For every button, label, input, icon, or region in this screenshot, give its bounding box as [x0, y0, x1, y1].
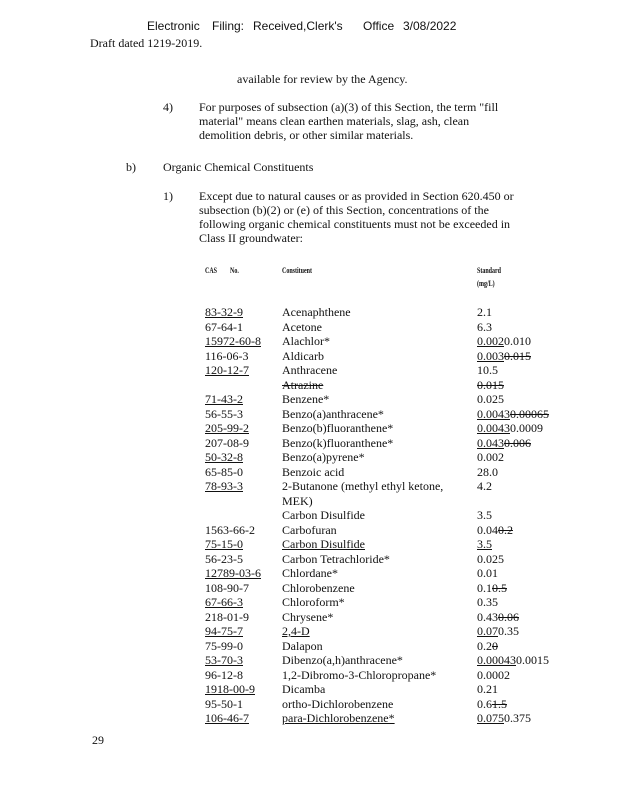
standard-old: 0.06 — [498, 609, 519, 624]
standard-new: 0.1 — [477, 580, 492, 595]
cas-number: 116-06-3 — [205, 348, 249, 363]
standard-new: 4.2 — [477, 479, 492, 493]
standard-new: 3.5 — [477, 508, 492, 522]
constituent-name: Dicamba — [282, 682, 326, 696]
standard-new: 0.2 — [477, 638, 492, 653]
standard-value — [477, 682, 498, 697]
header-date: 3/08/2022 — [403, 19, 457, 33]
standard-new: 0.0002 — [477, 667, 510, 682]
cas-number: 15972-60-8 — [205, 334, 261, 348]
table-row — [0, 639, 618, 654]
cas-number: 1918-00-9 — [205, 682, 255, 696]
standard-value — [477, 523, 513, 538]
table-row — [0, 595, 618, 610]
item1-text: Except due to natural causes or as provided in Section 620.450 or subsection (b)(2) or (e) of this Section, concentrations of the following organic chemical constituents must not be exceeded in Class II groundwater: — [199, 189, 514, 245]
standard-old: 0.015 — [504, 348, 531, 363]
standard-new: 10.5 — [477, 363, 498, 377]
cas-number: 67-66-3 — [205, 595, 243, 609]
page-number: 29 — [92, 733, 104, 747]
standard-value — [477, 465, 498, 480]
constituent-name: Acenaphthene — [282, 305, 351, 319]
cas-number: 95-50-1 — [205, 696, 243, 711]
standard-value — [477, 639, 498, 654]
table-row — [0, 668, 618, 683]
cas-number: 205-99-2 — [205, 421, 249, 435]
constituent-name: Carbofuran — [282, 522, 337, 537]
header-electronic: Electronic — [147, 19, 200, 33]
standard-value — [477, 610, 519, 625]
constituent-name: Benzo(k)fluoranthene* — [282, 435, 394, 450]
table-row — [0, 421, 618, 436]
standard-value — [477, 378, 504, 393]
header-no: No. — [230, 266, 239, 275]
standard-value — [477, 349, 531, 364]
cas-number: 94-75-7 — [205, 624, 243, 638]
cas-number: 96-12-8 — [205, 667, 243, 682]
standard-value — [477, 479, 492, 494]
constituent-name: Carbon Disulfide — [282, 508, 365, 522]
standard-new: 0.002 — [477, 334, 504, 348]
table-row — [0, 508, 618, 523]
standard-value — [477, 697, 507, 712]
constituent-name: para-Dichlorobenzene* — [282, 711, 395, 725]
standard-new: 0.04 — [477, 522, 498, 537]
constituent-name: Anthracene — [282, 363, 338, 377]
header-unit: (mg/L) — [477, 279, 495, 288]
standard-new: 0.025 — [477, 392, 504, 406]
standard-new: 0.075 — [477, 711, 504, 725]
standard-value — [477, 407, 549, 422]
item4-text: For purposes of subsection (a)(3) of this Section, the term "fill material" means clean earthen materials, slag, ash, clean demolition debris, or other similar materials. — [199, 100, 499, 142]
cas-number: 50-32-8 — [205, 450, 243, 464]
cas-number: 56-23-5 — [205, 551, 243, 566]
constituent-name: Benzene* — [282, 392, 330, 406]
constituent-name: 1,2-Dibromo-3-Chloropropane* — [282, 667, 437, 682]
constituent-name: Benzo(b)fluoranthene* — [282, 421, 394, 435]
cas-number: 75-15-0 — [205, 537, 243, 551]
table-row — [0, 349, 618, 364]
standard-value — [477, 436, 531, 451]
standard-new: 0.025 — [477, 551, 504, 566]
cas-number: 53-70-3 — [205, 653, 243, 667]
continued-text: available for review by the Agency. — [237, 72, 408, 86]
table-row — [0, 320, 618, 335]
constituent-name: Dibenzo(a,h)anthracene* — [282, 653, 403, 667]
cas-number: 75-99-0 — [205, 638, 243, 653]
standard-value — [477, 363, 498, 378]
standard-old: 0.010 — [504, 334, 531, 348]
standard-value — [477, 668, 510, 683]
standard-new: 0.003 — [477, 348, 504, 363]
standard-new: 0.0043 — [477, 421, 510, 435]
standard-old: 0.375 — [504, 711, 531, 725]
standard-value — [477, 624, 519, 639]
standard-old: 0.0009 — [510, 421, 543, 435]
standard-value — [477, 334, 531, 349]
standard-old: 0.35 — [498, 624, 519, 638]
standard-value — [477, 537, 492, 552]
cas-number: 218-01-9 — [205, 609, 249, 624]
cas-number: 56-55-3 — [205, 406, 243, 421]
constituent-name: Atrazine — [282, 377, 324, 392]
table-row — [0, 697, 618, 712]
cas-number: 71-43-2 — [205, 392, 243, 406]
constituent-name: Aldicarb — [282, 348, 324, 363]
table-row — [0, 624, 618, 639]
table-row — [0, 479, 618, 508]
standard-old: 0.2 — [498, 522, 513, 537]
table-row — [0, 552, 618, 567]
cas-number: 120-12-7 — [205, 363, 249, 377]
table-row — [0, 566, 618, 581]
cas-number: 12789-03-6 — [205, 566, 261, 580]
constituent-name: Acetone — [282, 319, 322, 334]
section-b-letter: b) — [126, 160, 136, 174]
constituent-name: 2,4-D — [282, 624, 310, 638]
constituent-name: Benzoic acid — [282, 464, 345, 479]
standard-old: 0.0015 — [516, 653, 549, 667]
standard-new: 2.1 — [477, 305, 492, 319]
constituent-name: Benzo(a)anthracene* — [282, 406, 384, 421]
standard-value — [477, 711, 531, 726]
standard-value — [477, 566, 498, 581]
standard-old: 0.00065 — [510, 406, 549, 421]
cas-number: 78-93-3 — [205, 479, 243, 493]
standard-old: 0.015 — [477, 377, 504, 392]
standard-old: 0 — [492, 638, 498, 653]
table-row — [0, 436, 618, 451]
header-received: Received,Clerk's — [253, 19, 343, 33]
cas-number: 1563-66-2 — [205, 522, 255, 537]
standard-new: 0.07 — [477, 624, 498, 638]
standard-old: 0.006 — [504, 435, 531, 450]
standard-new: 28.0 — [477, 464, 498, 479]
standard-value — [477, 450, 504, 465]
table-row — [0, 378, 618, 393]
standard-new: 0.21 — [477, 682, 498, 696]
standard-value — [477, 581, 507, 596]
table-row — [0, 450, 618, 465]
constituent-name: ortho-Dichlorobenzene — [282, 696, 394, 711]
standard-old: 1.5 — [492, 696, 507, 711]
constituent-name: Dalapon — [282, 638, 323, 653]
standard-value — [477, 552, 504, 567]
table-row — [0, 334, 618, 349]
constituent-name: Chlordane* — [282, 566, 338, 580]
cas-number: 65-85-0 — [205, 464, 243, 479]
standard-new: 0.0043 — [477, 406, 510, 421]
standard-new: 0.35 — [477, 595, 498, 609]
cas-number: 207-08-9 — [205, 435, 249, 450]
standard-new: 0.043 — [477, 435, 504, 450]
constituent-name: Carbon Disulfide — [282, 537, 365, 551]
standard-value — [477, 508, 492, 523]
standard-value — [477, 421, 543, 436]
table-row — [0, 523, 618, 538]
cas-number: 106-46-7 — [205, 711, 249, 725]
standard-new: 0.00043 — [477, 653, 516, 667]
table-row — [0, 610, 618, 625]
header-office: Office — [363, 19, 395, 33]
item1-number: 1) — [163, 189, 173, 203]
table-row — [0, 392, 618, 407]
table-row — [0, 711, 618, 726]
standard-new: 0.43 — [477, 609, 498, 624]
header-cas: CAS — [205, 266, 218, 275]
constituent-name: Chlorobenzene — [282, 580, 355, 595]
table-row — [0, 407, 618, 422]
constituent-table — [0, 305, 618, 726]
constituent-name: 2-Butanone (methyl ethyl ketone, MEK) — [282, 479, 444, 508]
standard-new: 3.5 — [477, 537, 492, 551]
standard-new: 0.002 — [477, 450, 504, 464]
section-b-title: Organic Chemical Constituents — [163, 160, 314, 174]
standard-value — [477, 320, 492, 335]
standard-new: 6.3 — [477, 319, 492, 334]
table-row — [0, 682, 618, 697]
standard-value — [477, 392, 504, 407]
header-filing: Filing: — [212, 19, 245, 33]
constituent-name: Chloroform* — [282, 595, 345, 609]
constituent-name: Chrysene* — [282, 609, 334, 624]
table-row — [0, 363, 618, 378]
standard-old: 0.5 — [492, 580, 507, 595]
standard-value — [477, 305, 492, 320]
cas-number: 67-64-1 — [205, 319, 243, 334]
standard-value — [477, 653, 549, 668]
standard-value — [477, 595, 498, 610]
table-row — [0, 305, 618, 320]
header-standard: Standard — [477, 266, 502, 275]
standard-new: 0.01 — [477, 566, 498, 580]
draft-date: Draft dated 1219-2019. — [90, 36, 203, 50]
item4-number: 4) — [163, 100, 173, 114]
cas-number: 108-90-7 — [205, 580, 249, 595]
constituent-name: Carbon Tetrachloride* — [282, 551, 390, 566]
standard-new: 0.6 — [477, 696, 492, 711]
table-row — [0, 465, 618, 480]
constituent-name: Alachlor* — [282, 334, 330, 348]
table-row — [0, 653, 618, 668]
constituent-name: Benzo(a)pyrene* — [282, 450, 365, 464]
cas-number: 83-32-9 — [205, 305, 243, 319]
header-constituent: Constituent — [282, 266, 313, 275]
table-row — [0, 581, 618, 596]
table-row — [0, 537, 618, 552]
